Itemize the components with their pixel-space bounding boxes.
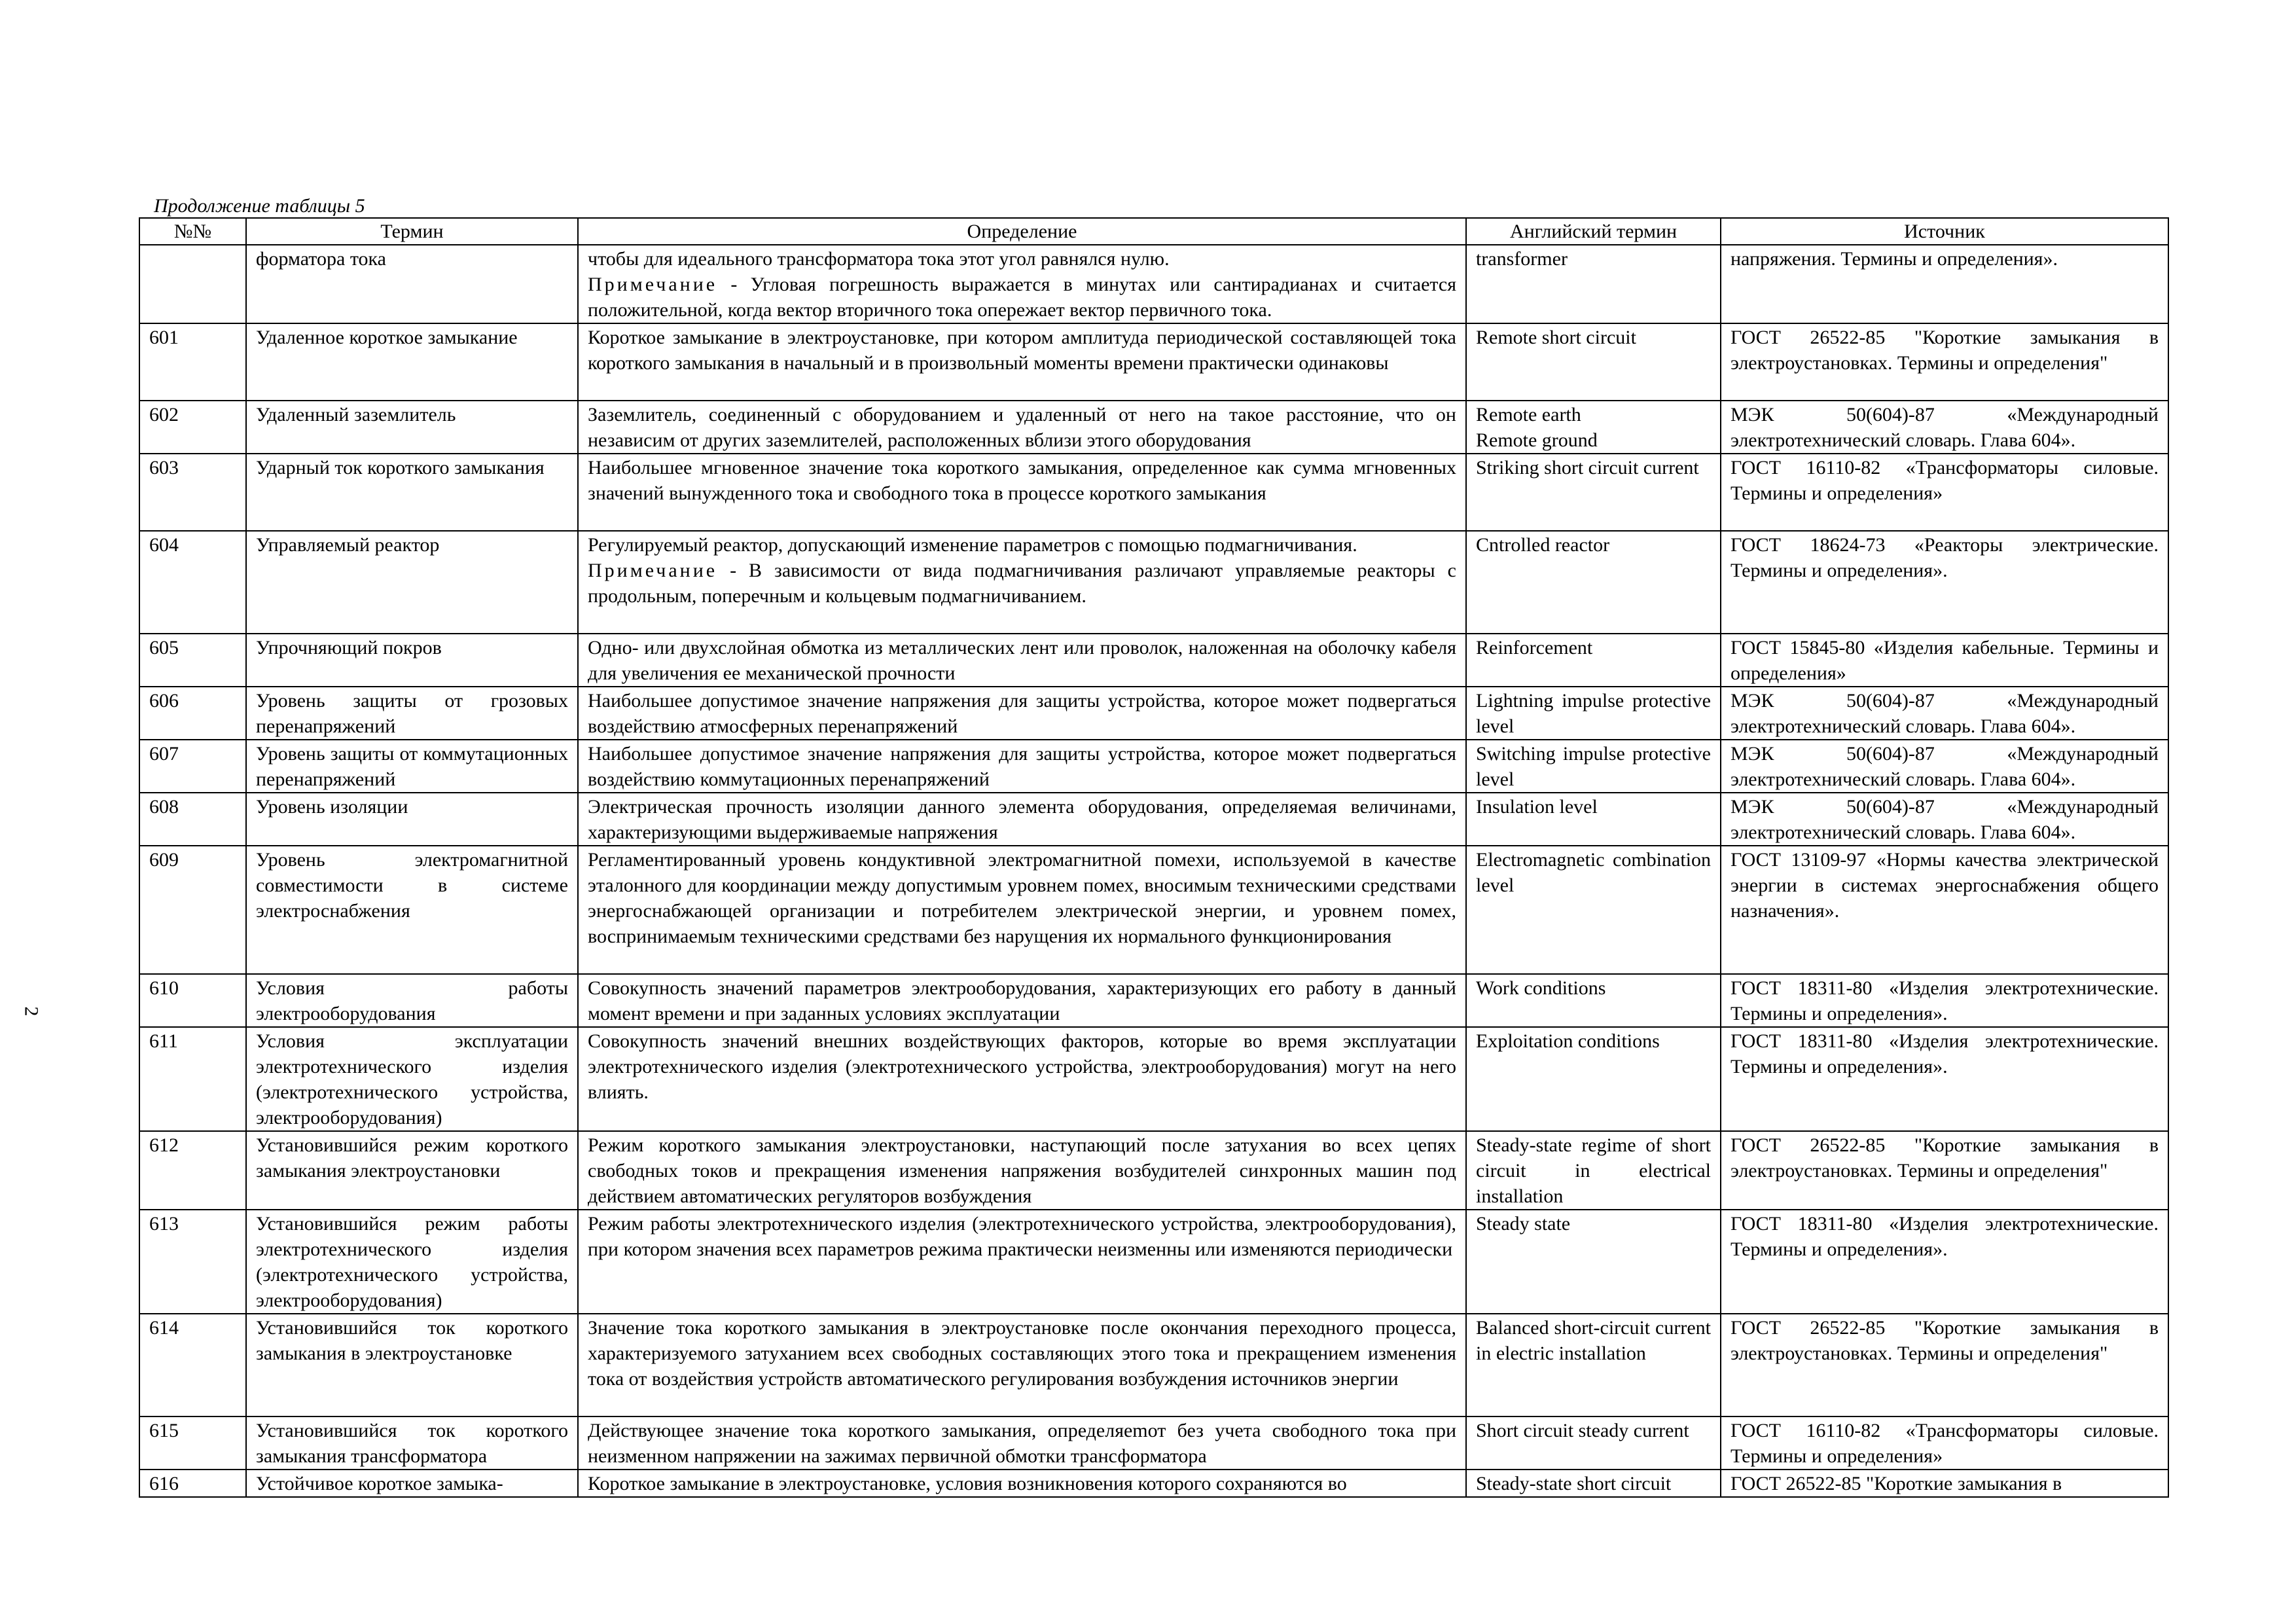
table-row [139, 401, 2168, 454]
row-definition: Короткое замыкание в электроустановке, условия возникновения которого сохраняются во [578, 1470, 1466, 1497]
row-term: Условия работы электрооборудования [246, 974, 578, 1027]
table-row [139, 974, 2168, 1027]
table-row [139, 245, 2168, 323]
note-text: - В зависимости от вида подмагничивания различают управляемые реакторы с продольным, поперечным и кольцевым подмагничиванием. [588, 560, 1456, 607]
row-num [139, 245, 246, 323]
header-num: №№ [139, 218, 246, 245]
definition-text: Регулируемый реактор, допускающий изменение параметров с помощью подмагничивания. [588, 534, 1357, 556]
row-english [1466, 401, 1721, 454]
row-source: МЭК 50(604)-87 «Международный электротехнический словарь. Глава 604». [1721, 740, 2168, 793]
row-source: ГОСТ 18624-73 «Реакторы электрические. Термины и определения». [1721, 531, 2168, 634]
row-english: Reinforcement [1466, 634, 1721, 687]
row-definition: Совокупность значений внешних воздействующих факторов, которые во время эксплуатации электротехнического изделия (электротехнического устройства, электрооборудования) могут на него влиять. [578, 1027, 1466, 1131]
row-term: Устойчивое короткое замыка- [246, 1470, 578, 1497]
row-english: Insulation level [1466, 793, 1721, 846]
row-term: Условия эксплуатации электротехнического изделия (электротехнического устройства, электрооборудования) [246, 1027, 578, 1131]
row-num: 610 [139, 974, 246, 1027]
row-source: ГОСТ 26522-85 "Короткие замыкания в электроустановках. Термины и определения" [1721, 1314, 2168, 1416]
row-term: Удаленный заземлитель [246, 401, 578, 454]
table-row [139, 740, 2168, 793]
english-term-1: Remote earth [1476, 404, 1581, 425]
row-source: ГОСТ 15845-80 «Изделия кабельные. Термины и определения» [1721, 634, 2168, 687]
row-source: ГОСТ 26522-85 "Короткие замыкания в электроустановках. Термины и определения" [1721, 323, 2168, 401]
table-header-row [139, 218, 2168, 245]
terms-table [139, 217, 2169, 1498]
row-definition: Наибольшее допустимое значение напряжения для защиты устройства, которое может подвергаться воздействию атмосферных перенапряжений [578, 687, 1466, 740]
row-term: Ударный ток короткого замыкания [246, 454, 578, 531]
row-english: Balanced short-circuit current in electric installation [1466, 1314, 1721, 1416]
row-term: Установившийся режим короткого замыкания электроустановки [246, 1131, 578, 1210]
row-term: Уровень защиты от коммутационных перенапряжений [246, 740, 578, 793]
row-english: Exploitation conditions [1466, 1027, 1721, 1131]
row-term: форматора тока [246, 245, 578, 323]
table-row [139, 846, 2168, 974]
note-text: - Угловая погрешность выражается в минутах или сантирадианах и считается положительной, когда вектор вторичного тока опережает вектор первичного тока. [588, 274, 1456, 321]
row-definition: Действующее значение тока короткого замыкания, определяеmот без учета свободного тока при неизменном напряжении на зажимах первичной обмотки трансформатора [578, 1416, 1466, 1470]
row-term: Управляемый реактор [246, 531, 578, 634]
page-number: 2 [20, 1006, 43, 1017]
row-source: МЭК 50(604)-87 «Международный электротехнический словарь. Глава 604». [1721, 401, 2168, 454]
row-num: 612 [139, 1131, 246, 1210]
row-definition: Наибольшее мгновенное значение тока короткого замыкания, определенное как сумма мгновенных значений вынужденного тока и свободного тока в процессе короткого замыкания [578, 454, 1466, 531]
row-source: МЭК 50(604)-87 «Международный электротехнический словарь. Глава 604». [1721, 687, 2168, 740]
row-definition [578, 245, 1466, 323]
row-term: Уровень изоляции [246, 793, 578, 846]
row-definition [578, 531, 1466, 634]
row-english: transformer [1466, 245, 1721, 323]
row-num: 609 [139, 846, 246, 974]
row-term: Удаленное короткое замыкание [246, 323, 578, 401]
table-row [139, 1131, 2168, 1210]
row-definition: Значение тока короткого замыкания в электроустановке после окончания переходного процесса, характеризуемого затуханием всех свободных составляющих этого тока и прекращением изменения тока от воздействия устройств автоматического регулирования возбуждения источников энергии [578, 1314, 1466, 1416]
row-num: 603 [139, 454, 246, 531]
table-row [139, 454, 2168, 531]
row-english: Steady-state short circuit [1466, 1470, 1721, 1497]
row-english: Switching impulse protective level [1466, 740, 1721, 793]
row-term: Установившийся режим работы электротехнического изделия (электротехнического устройства, электрооборудования) [246, 1210, 578, 1314]
row-definition: Регламентированный уровень кондуктивной электромагнитной помехи, используемой в качестве эталонного для координации между допустимым уровнем помех, вносимым техническими средствами энергоснабжающей организации и потребителем электрической энергии, и уровнем помех, воспринимаемым техническими средствами без нарущения их нормального функционирования [578, 846, 1466, 974]
note-label: Примечание [588, 274, 718, 295]
row-num: 601 [139, 323, 246, 401]
row-english: Electromagnetic combination level [1466, 846, 1721, 974]
row-source: ГОСТ 16110-82 «Трансформаторы силовые. Термины и определения» [1721, 454, 2168, 531]
note-label: Примечание [588, 560, 718, 581]
row-num: 611 [139, 1027, 246, 1131]
row-english: Striking short circuit current [1466, 454, 1721, 531]
english-term-2: Remote ground [1476, 429, 1598, 451]
table-row [139, 1027, 2168, 1131]
row-term: Уровень электромагнитной совместимости в системе электроснабжения [246, 846, 578, 974]
row-english: Cntrolled reactor [1466, 531, 1721, 634]
row-term: Уровень защиты от грозовых перенапряжений [246, 687, 578, 740]
row-num: 608 [139, 793, 246, 846]
row-num: 614 [139, 1314, 246, 1416]
row-definition: Наибольшее допустимое значение напряжения для защиты устройства, которое может подвергаться воздействию коммутационных перенапряжений [578, 740, 1466, 793]
row-num: 616 [139, 1470, 246, 1497]
row-num: 605 [139, 634, 246, 687]
row-num: 613 [139, 1210, 246, 1314]
header-definition: Определение [578, 218, 1466, 245]
table-row [139, 531, 2168, 634]
row-definition: Электрическая прочность изоляции данного элемента оборудования, определяемая величинами, характеризующими выдерживаемые напряжения [578, 793, 1466, 846]
row-num: 602 [139, 401, 246, 454]
table-caption: Продолжение таблицы 5 [154, 195, 365, 217]
row-english: Remote short circuit [1466, 323, 1721, 401]
header-english: Английский термин [1466, 218, 1721, 245]
row-english: Short circuit steady current [1466, 1416, 1721, 1470]
row-source: напряжения. Термины и определения». [1721, 245, 2168, 323]
row-source: МЭК 50(604)-87 «Международный электротехнический словарь. Глава 604». [1721, 793, 2168, 846]
row-definition: Одно- или двухслойная обмотка из металлических лент или проволок, наложенная на оболочку кабеля для увеличения ее механической прочности [578, 634, 1466, 687]
row-term: Упрочняющий покров [246, 634, 578, 687]
row-source: ГОСТ 16110-82 «Трансформаторы силовые. Термины и определения» [1721, 1416, 2168, 1470]
row-english: Lightning impulse protective level [1466, 687, 1721, 740]
row-source: ГОСТ 18311-80 «Изделия электротехнические. Термины и определения». [1721, 1210, 2168, 1314]
row-source: ГОСТ 18311-80 «Изделия электротехнические. Термины и определения». [1721, 1027, 2168, 1131]
row-num: 606 [139, 687, 246, 740]
row-english: Steady-state regime of short circuit in electrical installation [1466, 1131, 1721, 1210]
row-definition: Совокупность значений параметров электрооборудования, характеризующих его работу в данный момент времени и при заданных условиях эксплуатации [578, 974, 1466, 1027]
row-source: ГОСТ 13109-97 «Нормы качества электрической энергии в системах энергоснабжения общего назначения». [1721, 846, 2168, 974]
row-definition: Режим короткого замыкания электроустановки, наступающий после затухания во всех цепях свободных токов и прекращения изменения напряжения возбудителей синхронных машин под действием автоматических регуляторов возбуждения [578, 1131, 1466, 1210]
row-term: Установившийся ток короткого замыкания в электроустановке [246, 1314, 578, 1416]
table-row [139, 323, 2168, 401]
row-definition: Короткое замыкание в электроустановке, при котором амплитуда периодической составляющей тока короткого замыкания в начальный и в произвольный моменты времени практически одинаковы [578, 323, 1466, 401]
row-definition: Заземлитель, соединенный с оборудованием и удаленный от него на такое расстояние, что он независим от других заземлителей, расположенных вблизи этого оборудования [578, 401, 1466, 454]
row-definition: Режим работы электротехнического изделия (электротехнического устройства, электрооборудования), при котором значения всех параметров режима практически неизменны или изменяются периодически [578, 1210, 1466, 1314]
table-row [139, 634, 2168, 687]
row-english: Steady state [1466, 1210, 1721, 1314]
row-source: ГОСТ 18311-80 «Изделия электротехнические. Термины и определения». [1721, 974, 2168, 1027]
header-source: Источник [1721, 218, 2168, 245]
definition-text: чтобы для идеального трансформатора тока этот угол равнялся нулю. [588, 248, 1170, 270]
table-row [139, 1210, 2168, 1314]
table-row [139, 793, 2168, 846]
table-row [139, 1416, 2168, 1470]
row-num: 604 [139, 531, 246, 634]
row-source: ГОСТ 26522-85 "Короткие замыкания в электроустановках. Термины и определения" [1721, 1131, 2168, 1210]
table-row [139, 1314, 2168, 1416]
row-num: 615 [139, 1416, 246, 1470]
row-source: ГОСТ 26522-85 "Короткие замыкания в [1721, 1470, 2168, 1497]
row-term: Установившийся ток короткого замыкания трансформатора [246, 1416, 578, 1470]
table-row [139, 1470, 2168, 1497]
table-row [139, 687, 2168, 740]
row-num: 607 [139, 740, 246, 793]
row-english: Work conditions [1466, 974, 1721, 1027]
header-term: Термин [246, 218, 578, 245]
